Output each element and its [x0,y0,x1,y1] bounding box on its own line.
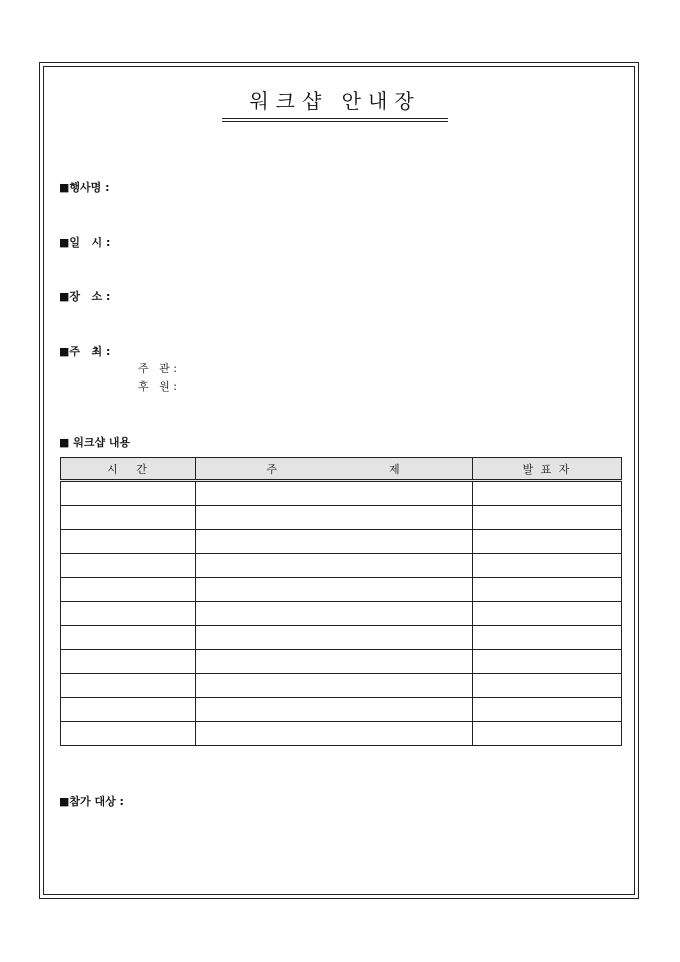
schedule-header-row [61,458,622,481]
location-field: ■장 소 : [59,290,111,303]
topic-cell[interactable] [196,626,473,650]
table-row [61,722,622,746]
table-row [61,506,622,530]
time-cell[interactable] [61,578,196,602]
speaker-cell[interactable] [473,674,622,698]
topic-cell[interactable] [196,722,473,746]
table-row [61,674,622,698]
table-row [61,481,622,506]
speaker-cell[interactable] [473,481,622,506]
title-underline-bottom [222,121,448,122]
speaker-cell[interactable] [473,650,622,674]
time-cell[interactable] [61,602,196,626]
sponsor-field: 후 원 : [138,380,177,393]
table-row [61,626,622,650]
topic-cell[interactable] [196,506,473,530]
time-cell[interactable] [61,506,196,530]
time-cell[interactable] [61,674,196,698]
datetime-field: ■일 시 : [59,236,111,249]
topic-cell[interactable] [196,530,473,554]
title-underline-top [222,118,448,119]
speaker-cell[interactable] [473,530,622,554]
speaker-cell[interactable] [473,578,622,602]
time-cell[interactable] [61,481,196,506]
schedule-table [60,457,622,746]
topic-cell[interactable] [196,481,473,506]
participants-field: ■참가 대상 : [59,795,124,808]
topic-cell[interactable] [196,698,473,722]
table-row [61,602,622,626]
column-header-time: 시 간 [61,458,196,481]
speaker-cell[interactable] [473,722,622,746]
table-row [61,530,622,554]
event-name-field: ■행사명 : [59,181,110,194]
document-title: 워크샵 안내장 [249,89,421,113]
time-cell[interactable] [61,626,196,650]
topic-cell[interactable] [196,674,473,698]
workshop-content-heading: ■ 워크샵 내용 [59,436,131,449]
column-header-speaker: 발 표 자 [473,458,622,481]
topic-cell[interactable] [196,650,473,674]
time-cell[interactable] [61,650,196,674]
table-row [61,698,622,722]
speaker-cell[interactable] [473,506,622,530]
time-cell[interactable] [61,698,196,722]
speaker-cell[interactable] [473,698,622,722]
time-cell[interactable] [61,722,196,746]
column-header-topic: 주 제 [196,458,473,481]
topic-cell[interactable] [196,578,473,602]
table-row [61,650,622,674]
organizer-field: 주 관 : [138,362,177,375]
topic-cell[interactable] [196,554,473,578]
topic-cell[interactable] [196,602,473,626]
table-row [61,578,622,602]
speaker-cell[interactable] [473,602,622,626]
host-field: ■주 최 : [59,345,111,358]
speaker-cell[interactable] [473,626,622,650]
time-cell[interactable] [61,530,196,554]
speaker-cell[interactable] [473,554,622,578]
time-cell[interactable] [61,554,196,578]
table-row [61,554,622,578]
